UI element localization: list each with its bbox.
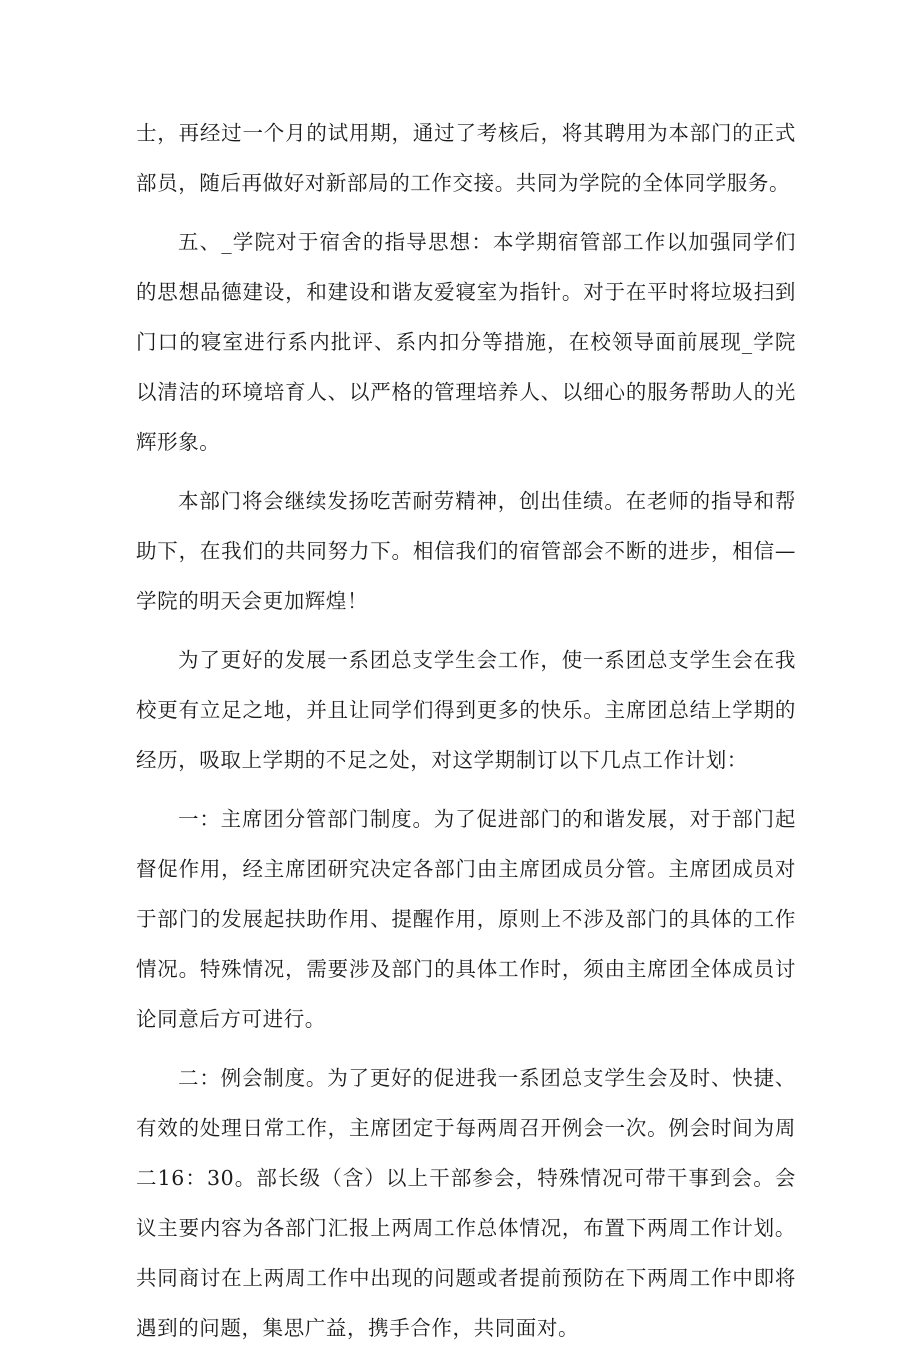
paragraph-continuation: 士，再经过一个月的试用期，通过了考核后，将其聘用为本部门的正式部员，随后再做好对新部局的工作交接。共同为学院的全体同学服务。 [136, 121, 796, 195]
paragraph-dormitory-guidance: 五、_学院对于宿舍的指导思想：本学期宿管部工作以加强同学们的思想品德建设，和建设和谐友爱寝室为指针。对于在平时将垃圾扫到门口的寝室进行系内批评、系内扣分等措施，在校领导面前展现_学院以清洁的环境培育人、以严格的管理培养人、以细心的服务帮助人的光辉形象。 [136, 230, 796, 454]
paragraph-presidium-system: 一：主席团分管部门制度。为了促进部门的和谐发展，对于部门起督促作用，经主席团研究决定各部门由主席团成员分管。主席团成员对于部门的发展起扶助作用、提醒作用，原则上不涉及部门的具体的工作情况。特殊情况，需要涉及部门的具体工作时，须由主席团全体成员讨论同意后方可进行。 [136, 807, 796, 1031]
paragraph-meeting-system: 二：例会制度。为了更好的促进我一系团总支学生会及时、快捷、有效的处理日常工作，主席团定于每两周召开例会一次。例会时间为周二16：30。部长级（含）以上干部参会，特殊情况可带干事到会。会议主要内容为各部门汇报上两周工作总体情况，布置下两周工作计划。共同商讨在上两周工作中出现的问题或者提前预防在下两周工作中即将遇到的问题，集思广益，携手合作，共同面对。 [136, 1066, 796, 1340]
paragraph-department-outlook: 本部门将会继续发扬吃苦耐劳精神，创出佳绩。在老师的指导和帮助下，在我们的共同努力下。相信我们的宿管部会不断的进步，相信—学院的明天会更加辉煌！ [136, 489, 796, 613]
document-body [136, 108, 796, 1362]
paragraph-work-plan-intro: 为了更好的发展一系团总支学生会工作，使一系团总支学生会在我校更有立足之地，并且让同学们得到更多的快乐。主席团总结上学期的经历，吸取上学期的不足之处，对这学期制订以下几点工作计划： [136, 648, 796, 772]
